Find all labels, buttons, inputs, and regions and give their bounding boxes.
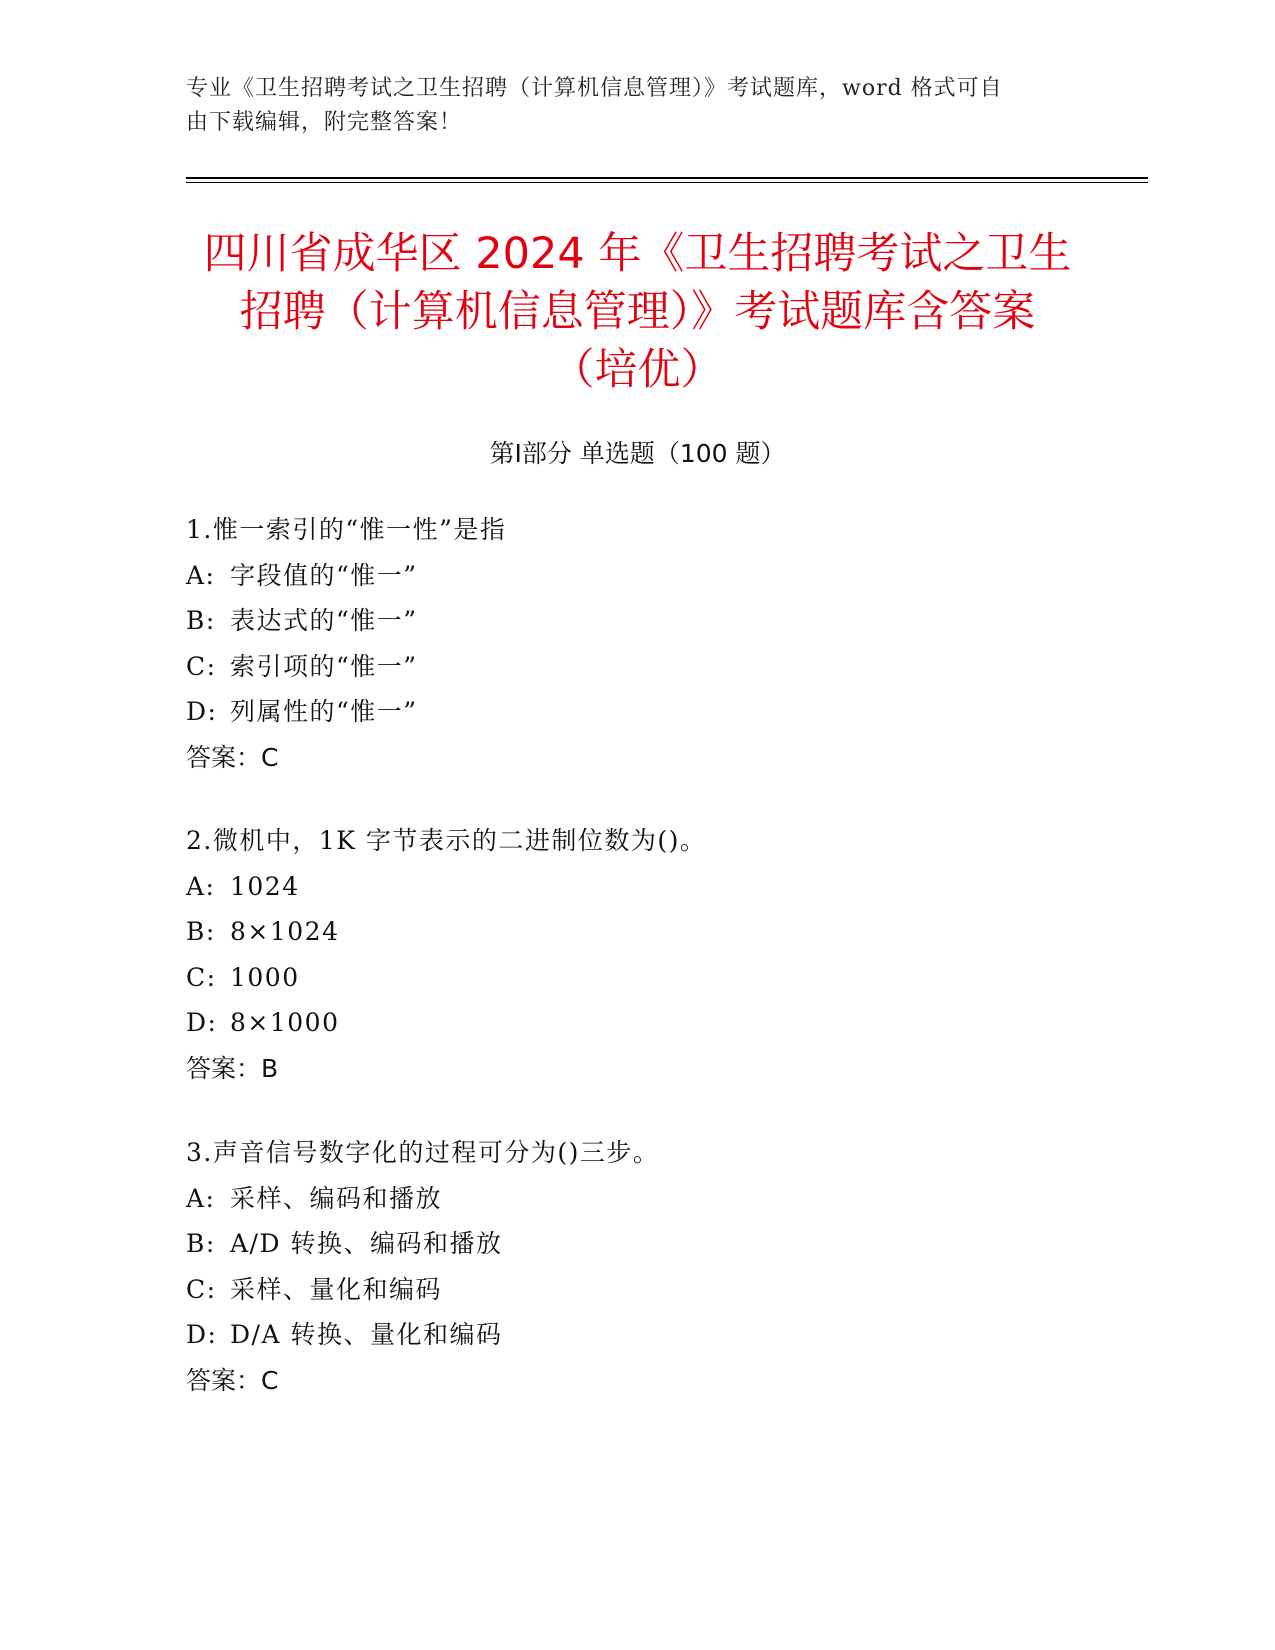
header-note-line-1: 专业《卫生招聘考试之卫生招聘（计算机信息管理）》考试题库，word 格式可自 <box>186 76 1003 101</box>
header-divider-thick <box>186 177 1148 179</box>
question-stem: 1.惟一索引的“惟一性”是指 <box>186 515 507 544</box>
header-note <box>186 72 1086 140</box>
option-text: 1024 <box>230 871 300 901</box>
option-b <box>186 909 1086 955</box>
title-line-1: 四川省成华区 2024 年《卫生招聘考试之卫生 <box>203 229 1072 279</box>
section-heading: 第Ⅰ部分 单选题（100 题） <box>489 439 786 468</box>
option-a <box>186 864 1086 910</box>
option-c <box>186 644 1086 690</box>
option-text: 8×1000 <box>230 1008 340 1037</box>
option-label: C: <box>186 651 217 681</box>
answer-line: 答案：C <box>186 742 279 772</box>
title-line-2: 招聘（计算机信息管理）》考试题库含答案 <box>239 287 1036 337</box>
document-title <box>150 225 1125 399</box>
option-label: D: <box>186 697 218 726</box>
option-text: 8×1024 <box>230 917 340 946</box>
option-label: A: <box>186 560 216 590</box>
option-label: D: <box>186 1008 218 1037</box>
option-label: A: <box>186 1183 216 1213</box>
option-text: 索引项的“惟一” <box>230 651 418 681</box>
option-text: 采样、量化和编码 <box>230 1274 443 1304</box>
question-1 <box>186 507 1086 780</box>
option-label: B: <box>186 917 216 946</box>
option-text: D/A 转换、量化和编码 <box>230 1320 503 1349</box>
option-a <box>186 1176 1086 1222</box>
option-a <box>186 553 1086 599</box>
option-d <box>186 1312 1086 1358</box>
question-stem: 3.声音信号数字化的过程可分为()三步。 <box>186 1138 660 1167</box>
option-b <box>186 598 1086 644</box>
answer-line: 答案：C <box>186 1365 279 1395</box>
option-d <box>186 689 1086 735</box>
option-text: 1000 <box>230 962 300 992</box>
answer-line: 答案：B <box>186 1053 279 1083</box>
option-text: A/D 转换、编码和播放 <box>230 1229 503 1258</box>
option-text: 列属性的“惟一” <box>230 697 418 726</box>
option-label: A: <box>186 871 216 901</box>
option-b <box>186 1221 1086 1267</box>
option-d <box>186 1000 1086 1046</box>
header-note-line-2: 由下载编辑，附完整答案！ <box>186 110 463 135</box>
option-label: D: <box>186 1320 218 1349</box>
option-text: 采样、编码和播放 <box>230 1183 443 1213</box>
question-3 <box>186 1130 1086 1403</box>
question-2 <box>186 818 1086 1091</box>
option-c <box>186 1267 1086 1313</box>
option-label: C: <box>186 962 217 992</box>
option-text: 表达式的“惟一” <box>230 606 418 635</box>
option-c <box>186 955 1086 1001</box>
option-label: B: <box>186 606 216 635</box>
option-label: C: <box>186 1274 217 1304</box>
option-text: 字段值的“惟一” <box>230 560 418 590</box>
title-line-3: （培优） <box>551 345 724 395</box>
header-divider-thin <box>186 182 1148 183</box>
question-stem: 2.微机中，1K 字节表示的二进制位数为()。 <box>186 826 707 855</box>
option-label: B: <box>186 1229 216 1258</box>
